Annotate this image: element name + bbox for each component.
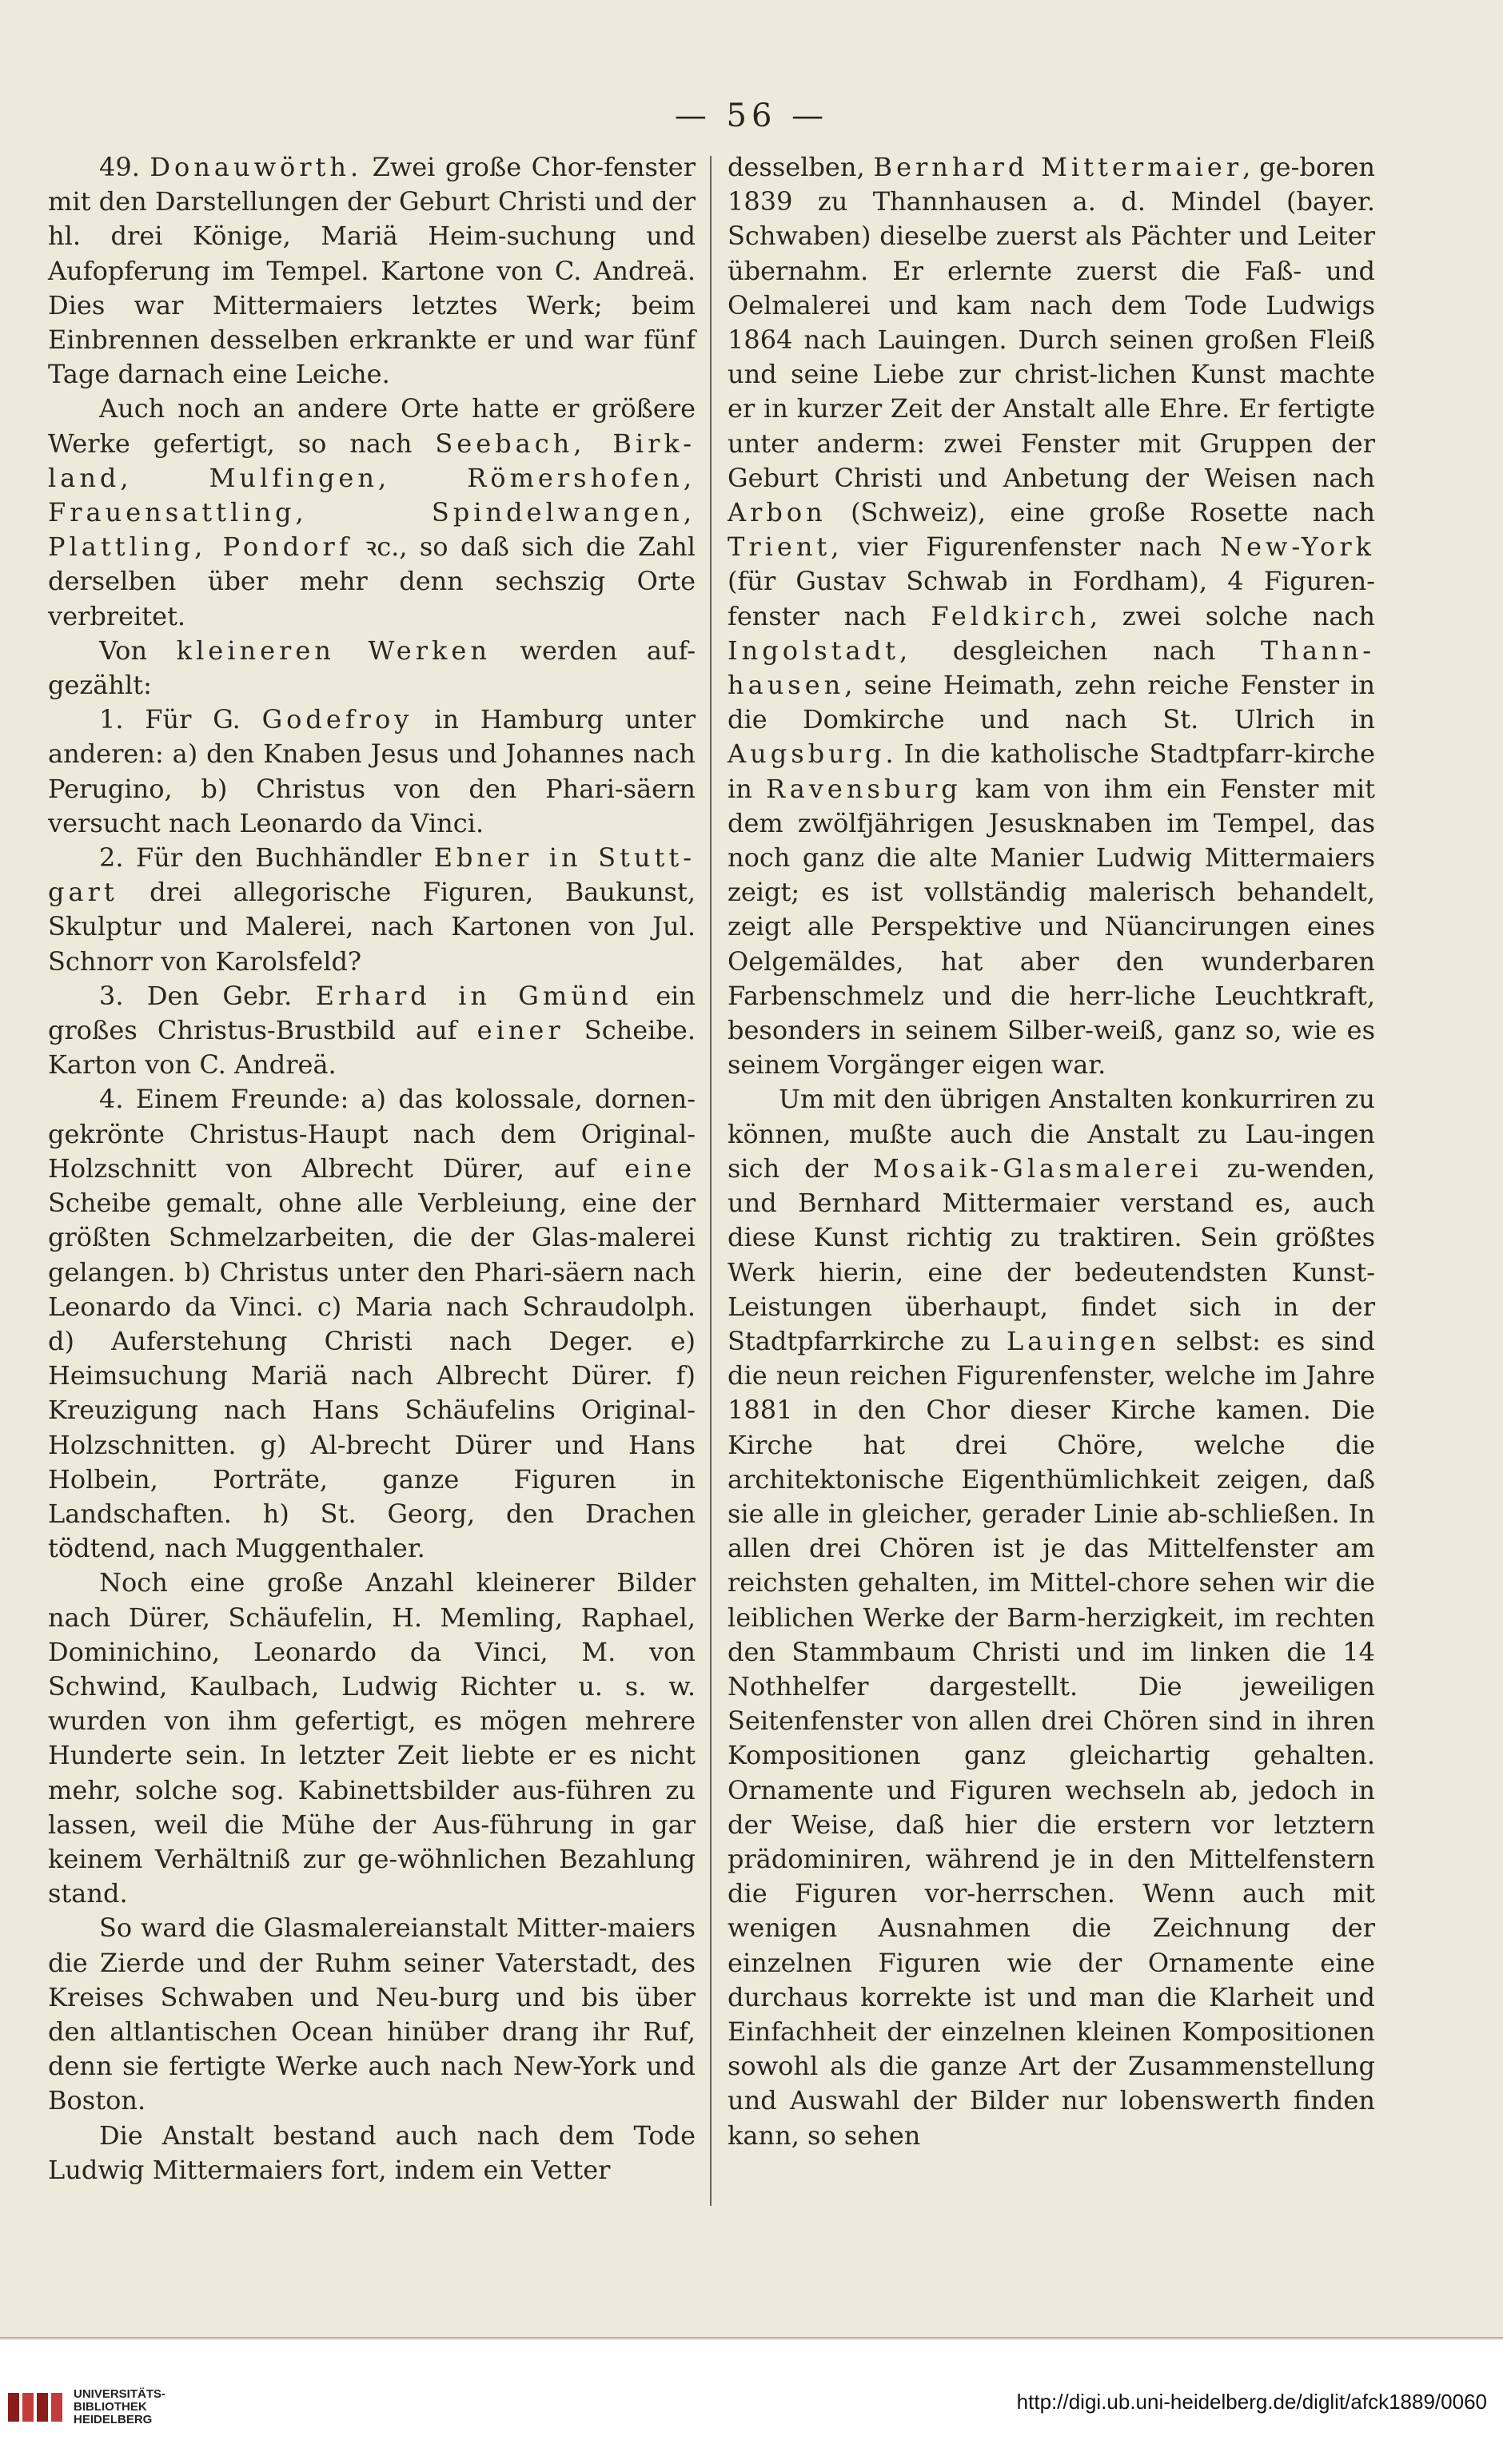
place-name: New-York bbox=[1220, 531, 1375, 563]
column-divider bbox=[710, 156, 712, 2206]
person-name: Erhard in Gmünd bbox=[315, 980, 632, 1011]
emphasis: einer bbox=[476, 1015, 564, 1046]
list-item-2: 2. Für den Buchhändler Ebner in Stutt-gart drei allegorische Figuren, Baukunst, Skulptur und Malerei, nach Kartonen von Jul. Schnorr von Karolsfeld? bbox=[48, 842, 696, 977]
place-name: Augsburg bbox=[728, 738, 886, 770]
paragraph-other-places: Auch noch an andere Orte hatte er größere Werke gefertigt, so nach Seebach, Birk-land, Mulfingen, Römershofen, Frauensattling, Spindelwangen, Plattling, Pondorf ꝛc., so daß sich die Zahl derselben über mehr denn sechszig Orte verbreitet. bbox=[48, 393, 696, 631]
library-logo-icon bbox=[5, 2388, 69, 2426]
place-name: Ravensburg bbox=[765, 773, 962, 804]
place-name: Ingolstadt bbox=[728, 635, 899, 666]
place-name: Lauingen bbox=[1007, 1325, 1160, 1356]
right-column bbox=[728, 150, 1375, 2153]
footer-divider bbox=[0, 2337, 1503, 2339]
place-names: Seebach, Birk-land, Mulfingen, Römershofen, Frauensattling, Spindelwangen, Plattling, Pondorf bbox=[48, 428, 696, 563]
paragraph-smaller-works: Von kleineren Werken werden auf-gezählt: bbox=[48, 635, 696, 701]
paragraph-continuation: Die Anstalt bestand auch nach dem Tode Ludwig Mittermaiers fort, indem ein Vetter bbox=[48, 2120, 696, 2185]
person-name: Godefroy bbox=[261, 704, 413, 735]
emphasis: kleineren Werken bbox=[176, 635, 491, 666]
list-item-4: 4. Einem Freunde: a) das kolossale, dornen-gekrönte Christus-Haupt nach dem Original-Holzschnitt von Albrecht Dürer, auf eine Scheibe gemalt, ohne alle Verbleiung, eine der größten Schmelzarbeiten, die der Glas-malerei gelangen. b) Christus unter den Phari-säern nach Leonardo da Vinci. c) Maria nach Schraudolph. d) Auferstehung Christi nach Deger. e) Heimsuchung Mariä nach Albrecht Dürer. f) Kreuzigung nach Hans Schäufelins Original-Holzschnitten. g) Al-brecht Dürer und Hans Holbein, Porträte, ganze Figuren in Landschaften. h) St. Georg, den Drachen tödtend, nach Muggenthaler. bbox=[48, 1084, 696, 1564]
source-url[interactable]: http://digi.ub.uni-heidelberg.de/diglit/afck1889/0060 bbox=[1016, 2390, 1487, 2414]
place-name: Arbon bbox=[728, 497, 827, 528]
person-name: Ebner in Stutt-gart bbox=[48, 842, 696, 908]
place-name: Thann-hausen bbox=[728, 635, 1375, 701]
place-name: Donauwörth. bbox=[150, 152, 363, 182]
page-number: — 56 — bbox=[674, 98, 829, 134]
list-item-1: 1. Für G. Godefroy in Hamburg unter anderen: a) den Knaben Jesus und Johannes nach Perugino, b) Christus von den Phari-säern versucht nach Leonardo da Vinci. bbox=[48, 704, 696, 838]
person-name: Bernhard Mittermaier bbox=[873, 152, 1243, 182]
left-column bbox=[48, 150, 696, 2187]
place-name: Trient bbox=[728, 531, 831, 563]
paragraph-donauwoerth: 49. Donauwörth. Zwei große Chor-fenster mit den Darstellungen der Geburt Christi und der hl. drei Könige, Mariä Heim-suchung und Aufopferung im Tempel. Kartone von C. Andreä. Dies war Mittermaiers letztes Werk; beim Einbrennen desselben erkrankte er und war fünf Tage darnach eine Leiche. bbox=[48, 152, 696, 390]
paragraph-reputation: So ward die Glasmalereianstalt Mitter-maiers die Zierde und der Ruhm seiner Vaterstadt, des Kreises Schwaben und Neu-burg und bis über den altlantischen Ocean hinüber drang ihr Ruf, denn sie fertigte Werke auch nach New-York und Boston. bbox=[48, 1913, 696, 2116]
paragraph-mosaic-glass: Um mit den übrigen Anstalten konkurriren zu können, mußte auch die Anstalt zu Lau-ingen sich der Mosaik-Glasmalerei zu-wenden, und Bernhard Mittermaier verstand es, auch diese Kunst richtig zu traktiren. Sein größtes Werk hierin, eine der bedeutendsten Kunst-Leistungen überhaupt, findet sich in der Stadtpfarrkirche zu Lauingen selbst: es sind die neun reichen Figurenfenster, welche im Jahre 1881 in den Chor dieser Kirche kamen. Die Kirche hat drei Chöre, welche die architektonische Eigenthümlichkeit zeigen, daß sie alle in gleicher, gerader Linie ab-schließen. In allen drei Chören ist je das Mittelfenster am reichsten gehalten, im Mittel-chore sehen wir die leiblichen Werke der Barm-herzigkeit, im rechten den Stammbaum Christi und im linken die 14 Nothhelfer dargestellt. Die jeweiligen Seitenfenster von allen drei Chören sind in ihren Kompositionen ganz gleichartig gehalten. Ornamente und Figuren wechseln ab, jedoch in der Weise, daß hier die erstern vor letztern prädominiren, während je in den Mittelfenstern die Figuren vor-herrschen. Wenn auch mit wenigen Ausnahmen die Zeichnung der einzelnen Figuren wie der Ornamente eine durchaus korrekte ist und man die Klarheit und Einfachheit der einzelnen kleinen Kompositionen sowohl als die ganze Art der Zusammenstellung und Auswahl der Bilder nur lobenswerth finden kann, so sehen bbox=[728, 1084, 1376, 2151]
emphasis: eine bbox=[624, 1152, 696, 1184]
emphasis: Mosaik-Glasmalerei bbox=[872, 1152, 1202, 1184]
paragraph-bernhard-mittermaier: desselben, Bernhard Mittermaier, ge-boren 1839 zu Thannhausen a. d. Mindel (bayer. Schwaben) dieselbe zuerst als Pächter und Leiter übernahm. Er erlernte zuerst die Faß- und Oelmalerei und kam nach dem Tode Ludwigs 1864 nach Lauingen. Durch seinen großen Fleiß und seine Liebe zur christ-lichen Kunst machte er in kurzer Zeit der Anstalt alle Ehre. Er fertigte unter anderm: zwei Fenster mit Gruppen der Geburt Christi und Anbetung der Weisen nach Arbon (Schweiz), eine große Rosette nach Trient, vier Figurenfenster nach New-York (für Gustav Schwab in Fordham), 4 Figuren-fenster nach Feldkirch, zwei solche nach Ingolstadt, desgleichen nach Thann-hausen, seine Heimath, zehn reiche Fenster in die Domkirche und nach St. Ulrich in Augsburg. In die katholische Stadtpfarr-kirche in Ravensburg kam von ihm ein Fenster mit dem zwölfjährigen Jesusknaben im Tempel, das noch ganz die alte Manier Ludwig Mittermaiers zeigt; es ist vollständig malerisch behandelt, zeigt alle Perspektive und Nüancirungen eines Oelgemäldes, hat aber den wunderbaren Farbenschmelz und die herr-liche Leuchtkraft, besonders in seinem Silber-weiß, ganz so, wie es seinem Vorgänger eigen war. bbox=[728, 152, 1376, 1081]
list-item-3: 3. Den Gebr. Erhard in Gmünd ein großes Christus-Brustbild auf einer Scheibe. Karton von C. Andreä. bbox=[48, 980, 696, 1081]
footer bbox=[0, 2340, 1503, 2464]
place-name: Feldkirch bbox=[931, 600, 1090, 631]
paragraph-cabinet-pictures: Noch eine große Anzahl kleinerer Bilder nach Dürer, Schäufelin, H. Memling, Raphael, Dominichino, Leonardo da Vinci, M. von Schwind, Kaulbach, Ludwig Richter u. s. w. wurden von ihm gefertigt, es mögen mehrere Hunderte sein. In letzter Zeit liebte er es nicht mehr, solche sog. Kabinettsbilder aus-führen zu lassen, weil die Mühe der Aus-führung in gar keinem Verhältniß zur ge-wöhnlichen Bezahlung stand. bbox=[48, 1567, 696, 1909]
library-name: UNIVERSITÄTS- BIBLIOTHEK HEIDELBERG bbox=[74, 2387, 166, 2426]
